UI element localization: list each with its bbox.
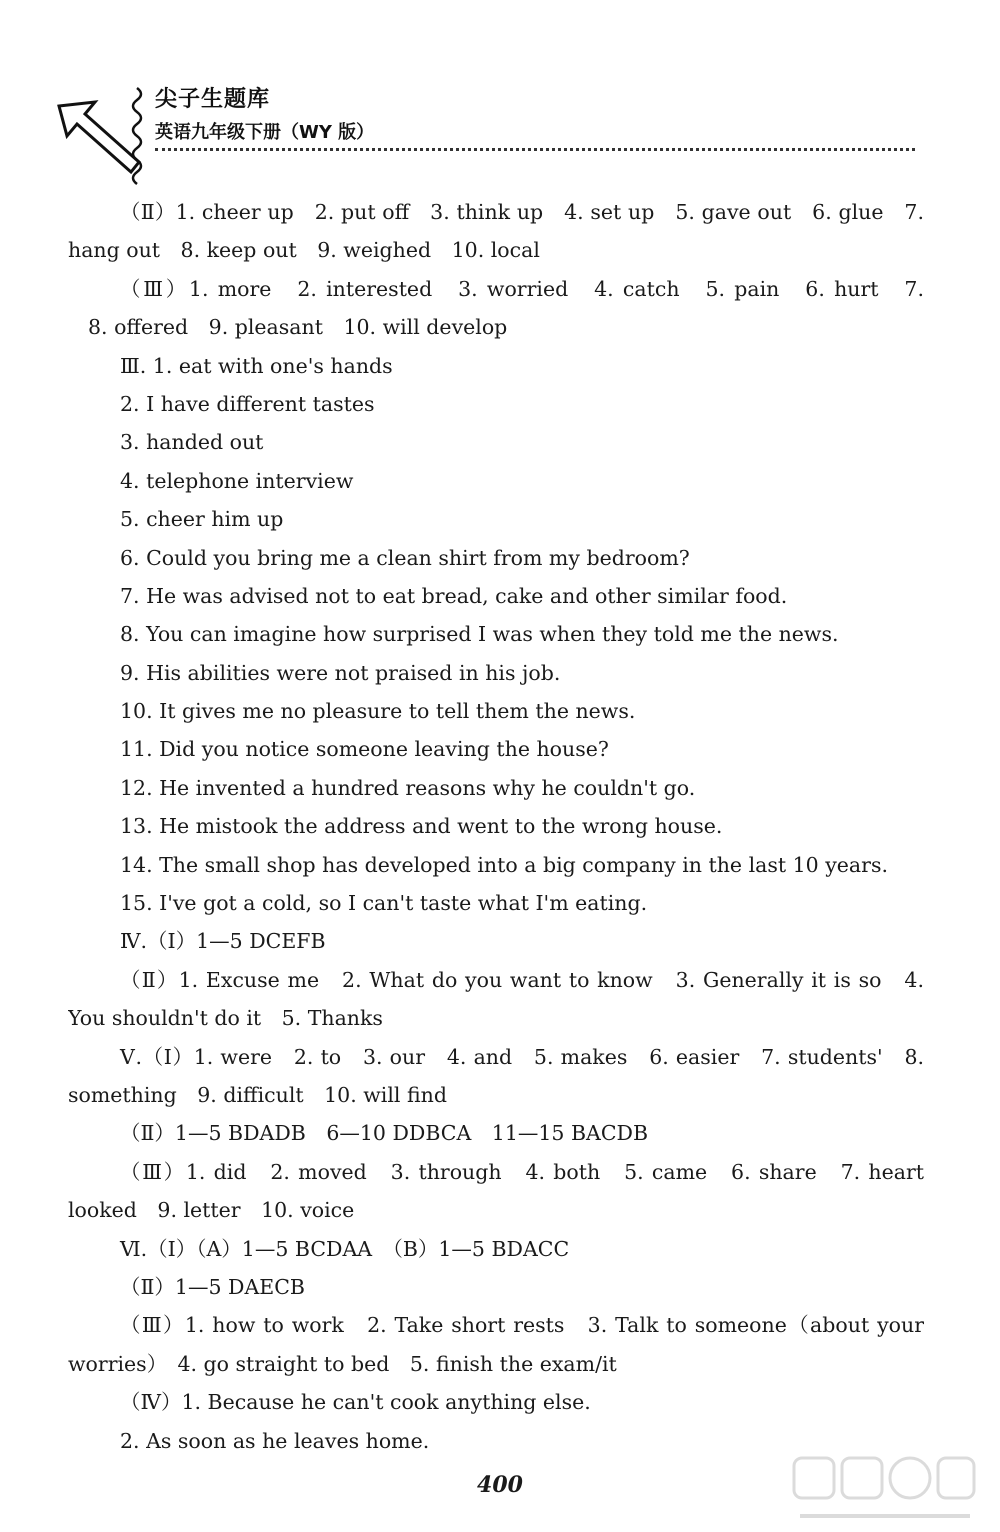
brand-title: 尖子生题库 bbox=[155, 87, 271, 112]
text-line: （Ⅲ）1. how to work 2. Take short rests 3. Talk to someone（about your bbox=[120, 1313, 924, 1338]
text-line: 4. telephone interview bbox=[120, 468, 354, 493]
text-line: 9. His abilities were not praised in his job. bbox=[120, 660, 561, 685]
text-line: Ⅴ.（Ⅰ）1. were 2. to 3. our 4. and 5. makes 6. easier 7. students' 8. bbox=[120, 1044, 924, 1069]
text-line: 12. He invented a hundred reasons why he couldn't go. bbox=[120, 775, 696, 800]
book-title: 英语九年级下册（WY 版） bbox=[155, 122, 375, 143]
text-line: 6. Could you bring me a clean shirt from my bedroom? bbox=[120, 545, 690, 570]
text-line: 15. I've got a cold, so I can't taste what I'm eating. bbox=[120, 891, 648, 916]
text-line: 2. As soon as he leaves home. bbox=[120, 1428, 430, 1453]
text-line: worries） 4. go straight to bed 5. finish the exam/it bbox=[68, 1351, 617, 1376]
text-line: （Ⅲ）1. more 2. interested 3. worried 4. catch 5. pain 6. hurt 7. bbox=[120, 276, 924, 301]
text-line: Ⅵ.（Ⅰ）（A）1—5 BCDAA （B）1—5 BDACC bbox=[120, 1236, 570, 1261]
text-line: （Ⅱ）1—5 BDADB 6—10 DDBCA 11—15 BACDB bbox=[120, 1121, 649, 1146]
watermark-logo-icon bbox=[790, 1450, 980, 1525]
text-line: （Ⅳ）1. Because he can't cook anything else. bbox=[120, 1390, 591, 1415]
page-header bbox=[55, 78, 925, 188]
text-line: 13. He mistook the address and went to the wrong house. bbox=[120, 814, 723, 839]
text-line: looked 9. letter 10. voice bbox=[68, 1198, 355, 1223]
squiggle-icon bbox=[127, 86, 147, 186]
text-line: 3. handed out bbox=[120, 430, 264, 455]
text-line: （Ⅱ）1—5 DAECB bbox=[120, 1274, 305, 1299]
text-line: 11. Did you notice someone leaving the house? bbox=[120, 737, 609, 762]
text-line: （Ⅱ）1. cheer up 2. put off 3. think up 4. set up 5. gave out 6. glue 7. bbox=[120, 200, 924, 224]
text-line: （Ⅱ）1. Excuse me 2. What do you want to know 3. Generally it is so 4. bbox=[120, 967, 924, 992]
text-line: Ⅳ.（Ⅰ）1—5 DCEFB bbox=[120, 929, 326, 954]
text-line: hang out 8. keep out 9. weighed 10. local bbox=[68, 238, 540, 263]
header-divider bbox=[155, 148, 915, 151]
page-number: 400 bbox=[477, 1472, 523, 1498]
answer-text bbox=[68, 193, 924, 1460]
text-line: 14. The small shop has developed into a big company in the last 10 years. bbox=[120, 852, 888, 877]
text-line: You shouldn't do it 5. Thanks bbox=[68, 1006, 383, 1031]
text-line: 8. You can imagine how surprised I was when they told me the news. bbox=[120, 622, 839, 647]
text-line: 7. He was advised not to eat bread, cake and other similar food. bbox=[120, 583, 788, 608]
text-line: 10. It gives me no pleasure to tell them the news. bbox=[120, 699, 636, 724]
text-line: 8. offered 9. pleasant 10. will develop bbox=[88, 315, 508, 340]
text-line: something 9. difficult 10. will find bbox=[68, 1082, 447, 1107]
text-line: 5. cheer him up bbox=[120, 507, 284, 532]
text-line: （Ⅲ）1. did 2. moved 3. through 4. both 5. came 6. share 7. heart bbox=[120, 1159, 924, 1184]
text-line: 2. I have different tastes bbox=[120, 391, 375, 416]
text-line: Ⅲ. 1. eat with one's hands bbox=[120, 353, 393, 378]
